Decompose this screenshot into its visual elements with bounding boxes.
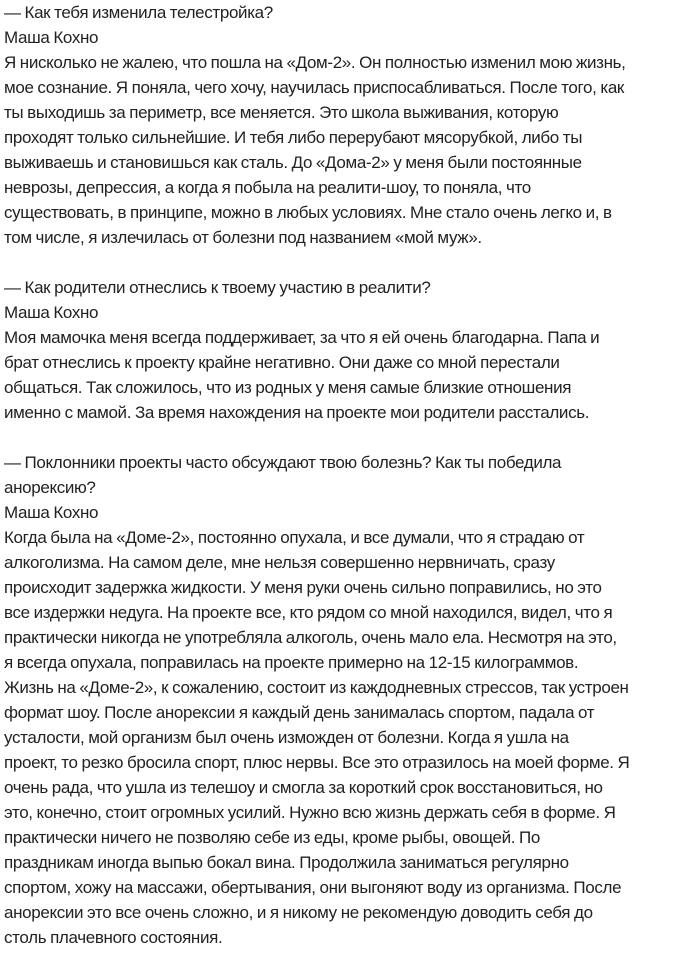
answer-line: столь плачевного состояния. xyxy=(4,928,223,947)
answer-line: том числе, я излечилась от болезни под названием «мой муж». xyxy=(4,228,482,247)
answer-line: мое сознание. Я поняла, чего хочу, научилась приспосабливаться. После того, как xyxy=(4,78,625,97)
answer-line: проект, то резко бросила спорт, плюс нервы. Все это отразилось на моей форме. Я xyxy=(4,753,630,772)
answer-line: брат отнеслись к проекту крайне негативно. Они даже со мной перестали xyxy=(4,353,560,372)
question xyxy=(4,450,699,500)
answer-line: именно с мамой. За время нахождения на проекте мои родители расстались. xyxy=(4,403,590,422)
answer-line: Моя мамочка меня всегда поддерживает, за что я ей очень благодарна. Папа и xyxy=(4,328,600,347)
answer-line: выживаешь и становишься как сталь. До «Дома-2» у меня были постоянные xyxy=(4,153,582,172)
answer-line: общаться. Так сложилось, что из родных у меня самые близкие отношения xyxy=(4,378,572,397)
answer-line: проходят только сильнейшие. И тебя либо перерубают мясорубкой, либо ты xyxy=(4,128,583,147)
qa-block-3 xyxy=(4,450,699,950)
answer-line: практически никогда не употребляла алкоголь, очень мало ела. Несмотря на это, xyxy=(4,628,617,647)
answer-line: очень рада, что ушла из телешоу и смогла за короткий срок восстановиться, но xyxy=(4,778,603,797)
speaker-label: Маша Кохно xyxy=(4,503,99,522)
answer xyxy=(4,325,699,425)
answer xyxy=(4,525,699,950)
answer-line: ты выходишь за периметр, все меняется. Это школа выживания, которую xyxy=(4,103,559,122)
answer xyxy=(4,50,699,250)
answer-line: существовать, в принципе, можно в любых условиях. Мне стало очень легко и, в xyxy=(4,203,612,222)
qa-block-2 xyxy=(4,275,699,425)
question-line: — Поклонники проекты часто обсуждают твою болезнь? Как ты победила xyxy=(4,453,562,472)
answer-line: анорексии это все очень сложно, и я никому не рекомендую доводить себя до xyxy=(4,903,593,922)
qa-block-1 xyxy=(4,0,699,250)
speaker-label: Маша Кохно xyxy=(4,303,99,322)
answer-line: это, конечно, стоит огромных усилий. Нужно всю жизнь держать себя в форме. Я xyxy=(4,803,616,822)
answer-line: усталости, мой организм был очень изможден от болезни. Когда я ушла на xyxy=(4,728,569,747)
question-line: анорексию? xyxy=(4,478,96,497)
answer-line: происходит задержка жидкости. У меня руки очень сильно поправились, но это xyxy=(4,578,602,597)
answer-line: я всегда опухала, поправилась на проекте примерно на 12-15 килограммов. xyxy=(4,653,579,672)
speaker-label: Маша Кохно xyxy=(4,28,99,47)
answer-line: все издержки недуга. На проекте все, кто рядом со мной находился, видел, что я xyxy=(4,603,613,622)
speaker-name xyxy=(4,500,699,525)
answer-line: Я нисколько не жалею, что пошла на «Дом-2». Он полностью изменил мою жизнь, xyxy=(4,53,626,72)
question xyxy=(4,275,699,300)
question-line: — Как родители отнеслись к твоему участию в реалити? xyxy=(4,278,431,297)
answer-line: спортом, хожу на массажи, обертывания, они выгоняют воду из организма. После xyxy=(4,878,622,897)
answer-line: формат шоу. После анорексии я каждый день занималась спортом, падала от xyxy=(4,703,595,722)
answer-line: праздникам иногда выпью бокал вина. Продолжила заниматься регулярно xyxy=(4,853,569,872)
question xyxy=(4,0,699,25)
question-line: — Как тебя изменила телестройка? xyxy=(4,3,273,22)
speaker-name xyxy=(4,25,699,50)
speaker-name xyxy=(4,300,699,325)
answer-line: практически ничего не позволяю себе из еды, кроме рыбы, овощей. По xyxy=(4,828,541,847)
answer-line: алкоголизма. На самом деле, мне нельзя совершенно нервничать, сразу xyxy=(4,553,555,572)
answer-line: Когда была на «Доме-2», постоянно опухала, и все думали, что я страдаю от xyxy=(4,528,585,547)
answer-line: неврозы, депрессия, а когда я побыла на реалити-шоу, то поняла, что xyxy=(4,178,531,197)
answer-line: Жизнь на «Доме-2», к сожалению, состоит из каждодневных стрессов, так устроен xyxy=(4,678,629,697)
